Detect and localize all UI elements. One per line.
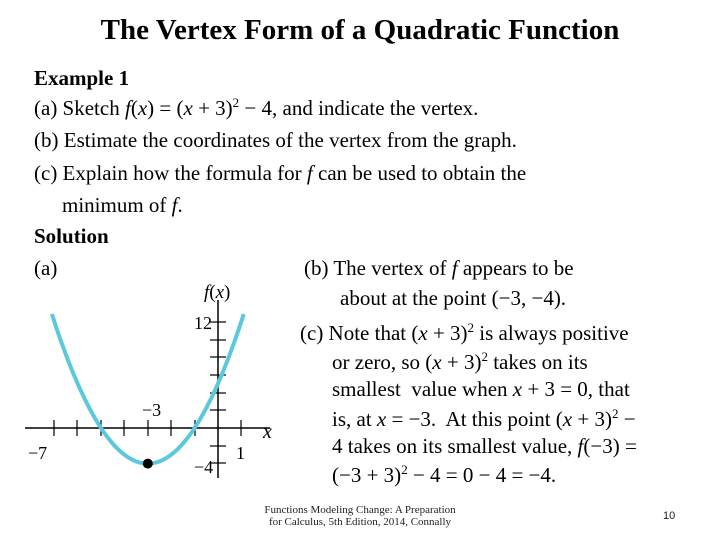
example-part-c-line1: (c) Explain how the formula for f can be used to obtain the [34,161,527,185]
solution-b-line2: about at the point (−3, −4). [340,286,567,310]
parabola-graph [20,268,290,483]
solution-b-line1: (b) The vertex of f appears to be [304,256,574,280]
tick-label-1: 1 [236,443,245,463]
footer-line-2: for Calculus, 5th Edition, 2014, Connally [268,516,452,528]
solution-c-line5: 4 takes on its smallest value, f(−3) = [332,434,637,458]
solution-c-line1: (c) Note that $(x + 3)^2$ is always positive [300,320,629,345]
tick-label-12: 12 [194,313,212,333]
solution-heading: Solution [34,224,109,248]
tick-label-neg3: −3 [142,400,162,420]
y-axis-label: f(x) [204,282,231,303]
solution-c-line4: is, at x = −3. At this point $(x + 3)^2$ − [332,406,636,431]
footer-citation [240,504,480,528]
parabola-curve [52,314,244,464]
tick-label-neg4: −4 [194,457,214,477]
x-axis-label: x [263,421,272,443]
solution-c-line6: $(-3 + 3)^2 - 4 = 0 - 4 = -4$. [332,462,557,487]
example-heading: Example 1 [34,66,130,90]
example-part-c-line2: minimum of f. [62,193,183,217]
example-part-a: (a) Sketch $f(x) = (x + 3)^2 - 4$, and indicate the vertex. [34,95,479,120]
solution-a-label: (a) [34,256,58,280]
page-number: 10 [663,510,676,522]
solution-c-line2: or zero, so $(x + 3)^2$ takes on its [332,349,588,374]
solution-c-line3: smallest value when x + 3 = 0, that [332,377,630,401]
example-part-b: (b) Estimate the coordinates of the vertex from the graph. [34,128,517,152]
slide-title: The Vertex Form of a Quadratic Function [100,14,620,46]
tick-label-neg7: −7 [28,443,48,463]
footer-line-1: Functions Modeling Change: A Preparation [264,504,456,516]
vertex-point [143,459,153,469]
